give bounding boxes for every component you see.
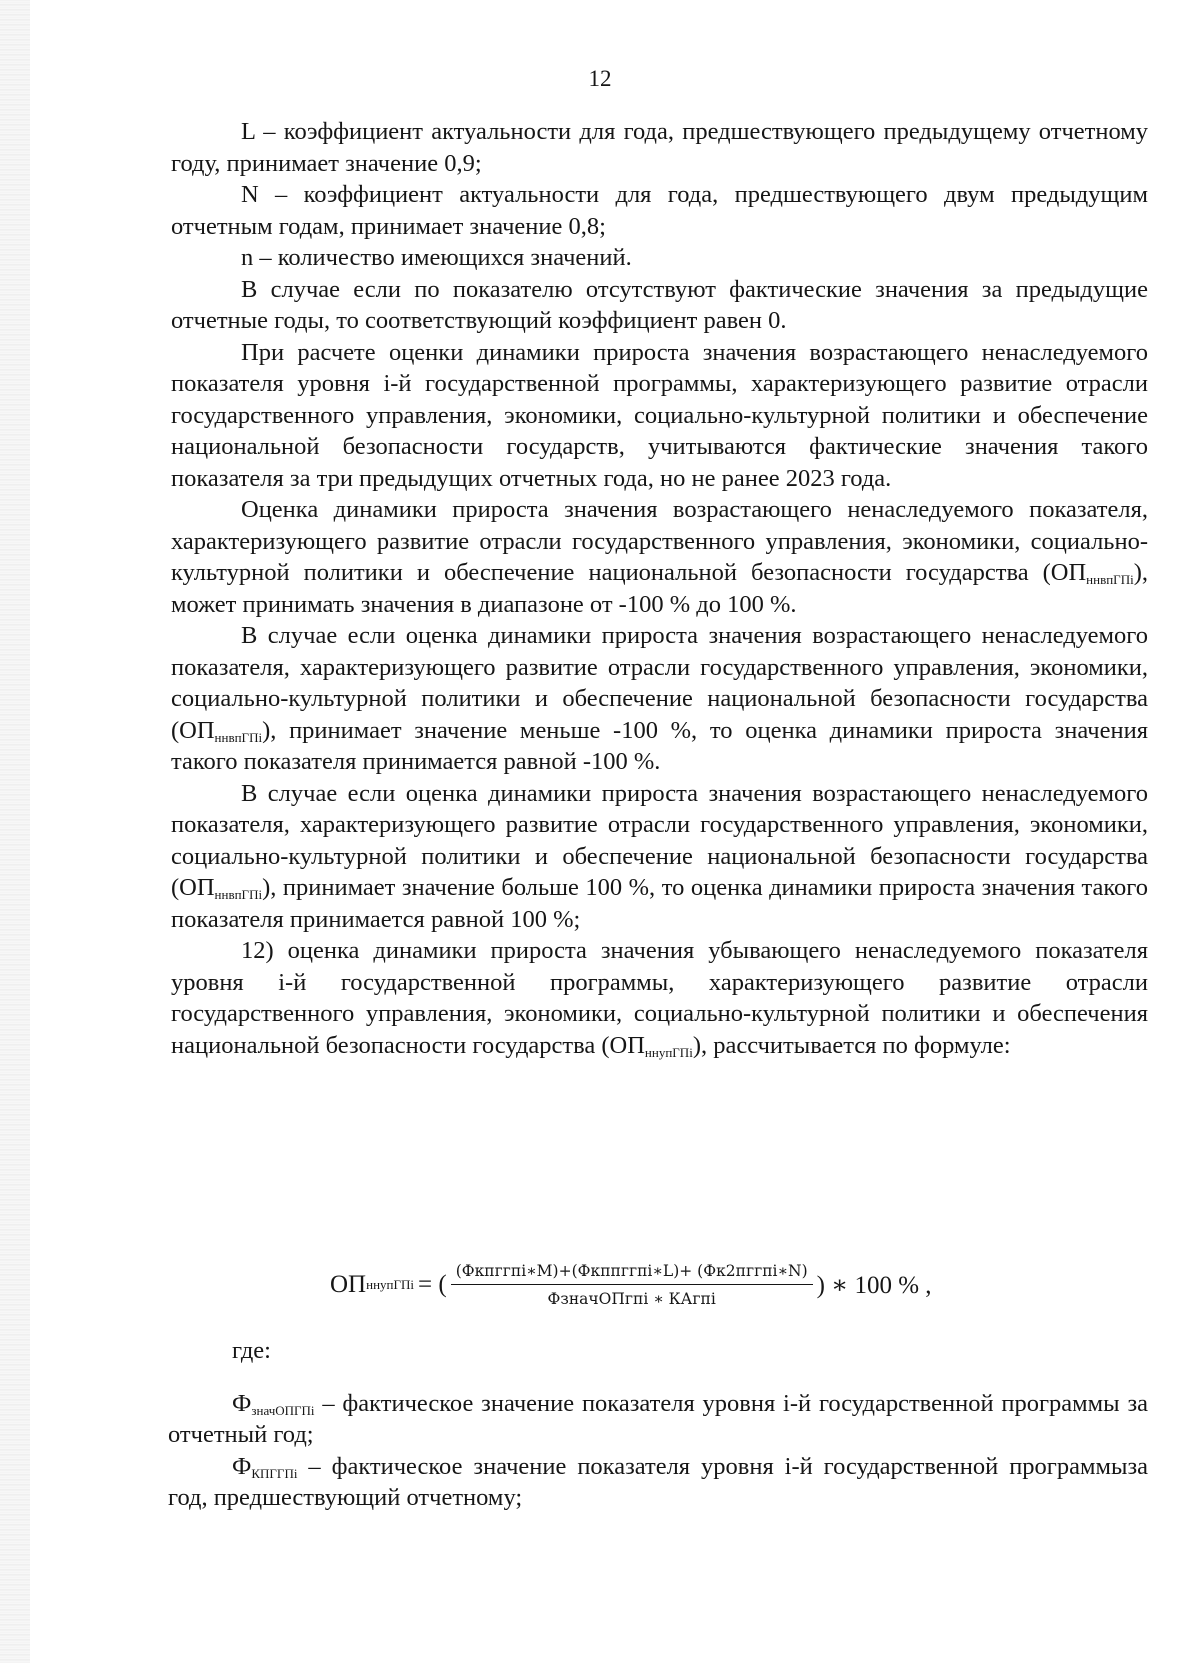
text-run: ), может принимать значения в диапазоне от -100 % до 100 %.: [171, 559, 1148, 618]
formula-close: ) ∗ 100 % ,: [816, 1272, 932, 1299]
subscript: ннвпГПi: [214, 729, 263, 745]
definition-subscript: КПГГПi: [251, 1465, 298, 1481]
paragraph-missing-values: В случае если по показателю отсутствуют фактические значения за предыдущие отчетные годы, то соответствующий коэффициент равен 0.: [171, 275, 1148, 334]
paragraph-item-12: [171, 935, 1148, 1061]
page-number: 12: [588, 66, 612, 91]
paragraph-upper-bound: [171, 778, 1148, 936]
where-label: где:: [232, 1337, 271, 1364]
definition-fact-current: [168, 1388, 1148, 1451]
paragraph-n-count: n – количество имеющихся значений.: [241, 244, 632, 271]
paragraph-calculation-basis: При расчете оценки динамики прироста значения возрастающего ненаследуемого показателя уровня i-й государственной программы, характеризующего развитие отрасли государственного управления, экономики, социально-культурной политики и обеспечение национальной безопасности государств, учитываются фактические значения такого показателя за три предыдущих отчетных года, но не ранее 2023 года.: [171, 338, 1148, 492]
text-run: ), принимает значение меньше -100 %, то оценка динамики прироста значения такого показателя принимается равной -100 %.: [171, 716, 1148, 775]
formula-lhs: ОП: [330, 1271, 367, 1298]
paragraph-range: [171, 494, 1148, 620]
text-run: 12) оценка динамики прироста значения убывающего ненаследуемого показателя уровня i-й государственной программы, характеризующего развитие отрасли государственного управления, экономики, социально-культурной политики и обеспечения национальной безопасности государства (ОП: [171, 937, 1148, 1059]
formula: ОП ннупГПi = ( $\frac{\text{(Фкпггпi∗M)+(Фкппггпi∗L)+ (Фк2пггпi∗N)}}{\text{ФзначОПгпi ∗ КАгпi}}$ ) ∗ 100 % ,: [330, 1262, 932, 1308]
text-run: ), принимает значение больше 100 %, то оценка динамики прироста значения такого показателя принимается равной 100 %;: [171, 874, 1148, 933]
paragraph-l-coefficient: L – коэффициент актуальности для года, предшествующего предыдущему отчетному году, принимает значение 0,9;: [171, 118, 1148, 177]
subscript: ннвпГПi: [1086, 572, 1134, 587]
definition-symbol: Ф: [232, 1389, 252, 1417]
formula-denominator: ФзначОПгпi ∗ КАгпi: [547, 1290, 716, 1308]
definition-subscript: значОПГПi: [251, 1402, 315, 1418]
scan-edge-artifact: [0, 0, 30, 1663]
definition-text: – фактическое значение показателя уровня i-й государственной программыза год, предшествующий отчетному;: [168, 1452, 1148, 1511]
formula-fraction: [451, 1262, 813, 1308]
paragraph-lower-bound: [171, 620, 1148, 778]
text-run: В случае если оценка динамики прироста значения возрастающего ненаследуемого показателя, характеризующего развитие отрасли государственного управления, экономики, социально-культурной политики и обеспечение национальной безопасности государства (ОП: [171, 622, 1148, 744]
definition-fact-previous: [168, 1451, 1148, 1514]
subscript: ннупГПi: [644, 1044, 693, 1060]
formula-numerator: (Фкпггпi∗M)+(Фкппггпi∗L)+ (Фк2пггпi∗N): [451, 1262, 813, 1285]
text-run: Оценка динамики прироста значения возрастающего ненаследуемого показателя, характеризующего развитие отрасли государственного управления, экономики, социально-культурной политики и обеспечение национальной безопасности государства (ОП: [171, 496, 1148, 586]
paragraph-n-coefficient: N – коэффициент актуальности для года, предшествующего двум предыдущим отчетным годам, принимает значение 0,8;: [171, 181, 1148, 240]
body-text: [171, 116, 1148, 1061]
formula-open: = (: [418, 1271, 447, 1298]
text-run: ), рассчитывается по формуле:: [692, 1031, 1011, 1059]
definitions: [168, 1335, 1148, 1514]
subscript: ннвпГПi: [214, 887, 263, 902]
definition-text: – фактическое значение показателя уровня i-й государственной программы за отчетный год;: [168, 1389, 1148, 1448]
text-run: В случае если оценка динамики прироста значения возрастающего ненаследуемого показателя, характеризующего развитие отрасли государственного управления, экономики, социально-культурной политики и обеспечение национальной безопасности государства (ОП: [171, 779, 1148, 901]
definition-symbol: Ф: [232, 1452, 252, 1480]
